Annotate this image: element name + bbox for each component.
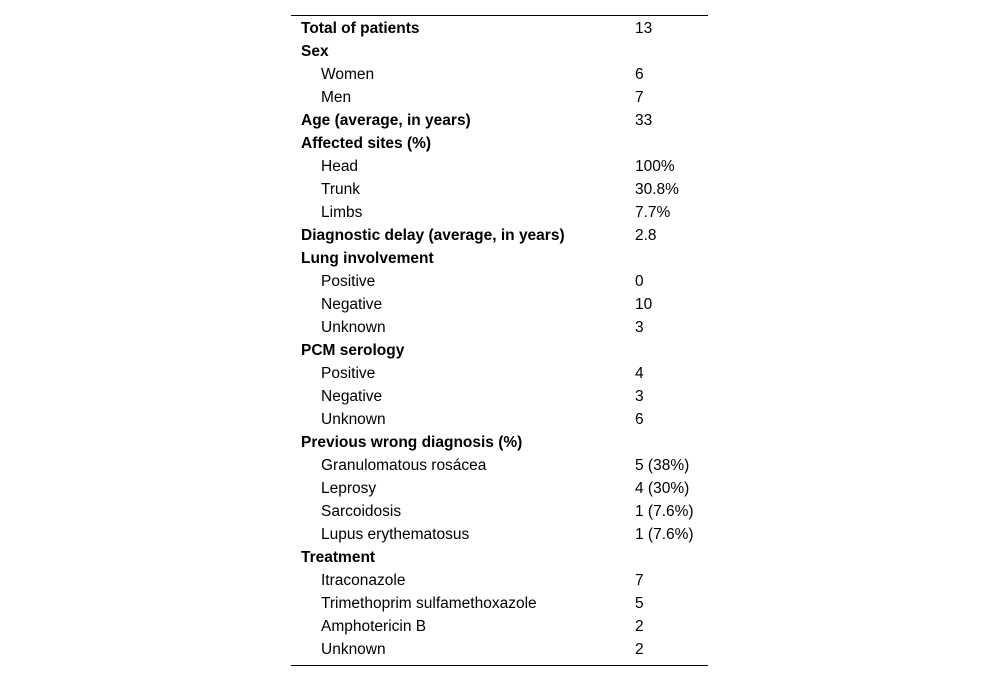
table-row	[291, 615, 708, 638]
table-row-heading	[291, 431, 708, 454]
row-label: Unknown	[321, 319, 386, 336]
data-table	[291, 17, 708, 661]
row-value: 30.8%	[635, 181, 679, 198]
table-row	[291, 201, 708, 224]
table-row-heading	[291, 339, 708, 362]
row-label: Amphotericin B	[321, 618, 427, 635]
row-value: 2	[635, 618, 644, 635]
table-row	[291, 638, 708, 661]
row-label: Head	[321, 158, 359, 175]
table-row	[291, 362, 708, 385]
row-label: Lupus erythematosus	[321, 526, 470, 543]
table-row	[291, 408, 708, 431]
row-value: 7	[635, 89, 644, 106]
row-label: Age (average, in years)	[301, 112, 471, 129]
row-value	[635, 431, 708, 454]
row-label: Previous wrong diagnosis (%)	[301, 434, 523, 451]
row-value: 13	[635, 20, 653, 37]
row-label: Affected sites (%)	[301, 135, 432, 152]
table-row	[291, 155, 708, 178]
table-row	[291, 592, 708, 615]
table-row-heading	[291, 17, 708, 40]
row-value: 3	[635, 388, 644, 405]
row-label: Sex	[301, 43, 329, 60]
row-value: 6	[635, 411, 644, 428]
row-value: 0	[635, 273, 644, 290]
table-row-heading	[291, 247, 708, 270]
row-value: 2.8	[635, 227, 657, 244]
row-value	[635, 40, 708, 63]
table-row	[291, 63, 708, 86]
row-value: 6	[635, 66, 644, 83]
row-value: 4 (30%)	[635, 480, 690, 497]
table-row-heading	[291, 224, 708, 247]
table-row	[291, 270, 708, 293]
row-value	[635, 339, 708, 362]
table-row	[291, 385, 708, 408]
table-row-heading	[291, 109, 708, 132]
row-label: Leprosy	[321, 480, 377, 497]
table-row	[291, 569, 708, 592]
row-label: Itraconazole	[321, 572, 406, 589]
row-value: 10	[635, 296, 653, 313]
row-label: Total of patients	[301, 20, 420, 37]
row-value	[635, 247, 708, 270]
patient-characteristics-table	[291, 15, 708, 666]
table-row	[291, 178, 708, 201]
row-label: Positive	[321, 365, 376, 382]
row-label: Unknown	[321, 411, 386, 428]
row-value: 1 (7.6%)	[635, 503, 694, 520]
row-label: Negative	[321, 388, 383, 405]
table-row	[291, 477, 708, 500]
row-label: PCM serology	[301, 342, 405, 359]
row-label: Lung involvement	[301, 250, 434, 267]
row-value: 3	[635, 319, 644, 336]
table-row	[291, 316, 708, 339]
row-label: Positive	[321, 273, 376, 290]
row-label: Treatment	[301, 549, 376, 566]
row-label: Trunk	[321, 181, 361, 198]
row-value: 4	[635, 365, 644, 382]
table-row-heading	[291, 40, 708, 63]
row-label: Men	[321, 89, 352, 106]
table-body	[291, 17, 708, 661]
row-value: 100%	[635, 158, 675, 175]
row-label: Women	[321, 66, 375, 83]
row-value	[635, 132, 708, 155]
row-label: Unknown	[321, 641, 386, 658]
row-value: 33	[635, 112, 653, 129]
row-value: 7.7%	[635, 204, 671, 221]
table-row	[291, 500, 708, 523]
row-label: Diagnostic delay (average, in years)	[301, 227, 565, 244]
row-label: Negative	[321, 296, 383, 313]
table-row	[291, 454, 708, 477]
row-label: Sarcoidosis	[321, 503, 402, 520]
row-label: Limbs	[321, 204, 363, 221]
table-row	[291, 293, 708, 316]
row-label: Granulomatous rosácea	[321, 457, 487, 474]
table-row	[291, 86, 708, 109]
row-value	[635, 546, 708, 569]
table-row-heading	[291, 132, 708, 155]
table-row	[291, 523, 708, 546]
row-label: Trimethoprim sulfamethoxazole	[321, 595, 537, 612]
table-row-heading	[291, 546, 708, 569]
row-value: 7	[635, 572, 644, 589]
row-value: 2	[635, 641, 644, 658]
row-value: 1 (7.6%)	[635, 526, 694, 543]
row-value: 5	[635, 595, 644, 612]
row-value: 5 (38%)	[635, 457, 690, 474]
